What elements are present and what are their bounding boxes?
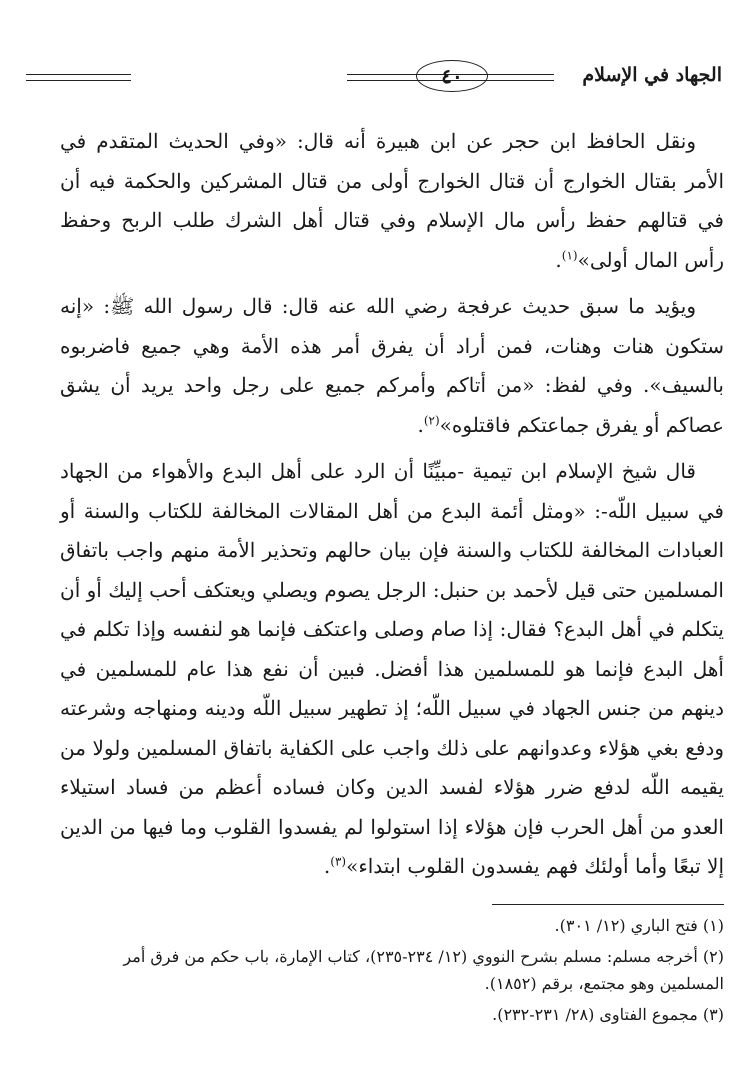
paragraph-end: . [555, 247, 562, 272]
main-text [60, 122, 724, 887]
footnote: (١) فتح الباري (١٢/ ٣٠١). [554, 916, 724, 935]
footnote-separator [492, 904, 724, 905]
paragraph-text: قال شيخ الإسلام ابن تيمية -مبيِّنًا أن الرد على أهل البدع والأهواء من الجهاد في سبيل اللّه-: «ومثل أئمة البدع من أهل المقالات المخالفة للكتاب والسنة أو العبادات المخالفة للكتاب والسنة فإن بيان حالهم وتحذير الأمة منهم واجب باتفاق المسلمين حتى قيل لأحمد بن حنبل: الرجل يصوم ويصلي ويعتكف أحب إليك أو أن يتكلم في أهل البدع؟ فقال: إذا صام وصلى واعتكف فإنما هو لنفسه وإذا تكلم في أهل البدع فإنما هو للمسلمين هذا أفضل. فبين أن نفع هذا عام للمسلمين في دينهم من جنس الجهاد في سبيل اللّه؛ إذ تطهير سبيل اللّه ودينه ومنهاجه وشرعته ودفع بغي هؤلاء وعدوانهم على ذلك واجب على الكفاية باتفاق المسلمين ولولا من يقيمه اللّه لدفع ضرر هؤلاء لفسد الدين وكان فساده أعظم من فساد استيلاء العدو من أهل الحرب فإن هؤلاء إذا استولوا لم يفسدوا القلوب وما فيها من الدين إلا تبعًا وأما أولئك فهم يفسدون القلوب ابتداء» [60, 459, 725, 878]
paragraph-text: ونقل الحافظ ابن حجر عن ابن هبيرة أنه قال: «وفي الحديث المتقدم في الأمر بقتال الخوارج أن قتال الخوارج أولى من قتال المشركين والحكمة فيه أن في قتالهم حفظ رأس مال الإسلام وفي قتال أهل الشرك طلب الربح وحفظ رأس المال أولى» [60, 129, 724, 272]
paragraph-text: ويؤيد ما سبق حديث عرفجة رضي الله عنه قال: قال رسول الله ﷺ: «إنه ستكون هنات وهنات، فمن أراد أن يفرق أمر هذه الأمة وهي جميع فاضربوه بالسيف». وفي لفظ: «من أتاكم وأمركم جميع على رجل واحد يريد أن يشق عصاكم أو يفرق جماعتكم فاقتلوه» [60, 294, 724, 437]
paragraph-end: . [417, 412, 424, 437]
footnote: (٢) أخرجه مسلم: مسلم بشرح النووي (١٢/ ٢٣٤-٢٣٥)، كتاب الإمارة، باب حكم من فرق أمر المسلمين وهو مجتمع، برقم (١٨٥٢). [123, 947, 724, 993]
running-title: الجهاد في الإسلام [582, 64, 722, 86]
header-rule-left [26, 74, 131, 81]
paragraph [60, 122, 724, 280]
footnotes [60, 912, 724, 1028]
paragraph [60, 287, 724, 445]
running-header [26, 58, 722, 102]
page-number: ٤٠ [416, 60, 488, 92]
footnote-marker: (٢) [423, 412, 440, 427]
paragraph-end: . [323, 854, 331, 878]
footnote-marker: (٣) [330, 854, 347, 869]
paragraph [60, 452, 724, 887]
footnote-marker: (١) [561, 247, 578, 262]
footnote: (٣) مجموع الفتاوى (٢٨/ ٢٣١-٢٣٢). [492, 1005, 724, 1024]
